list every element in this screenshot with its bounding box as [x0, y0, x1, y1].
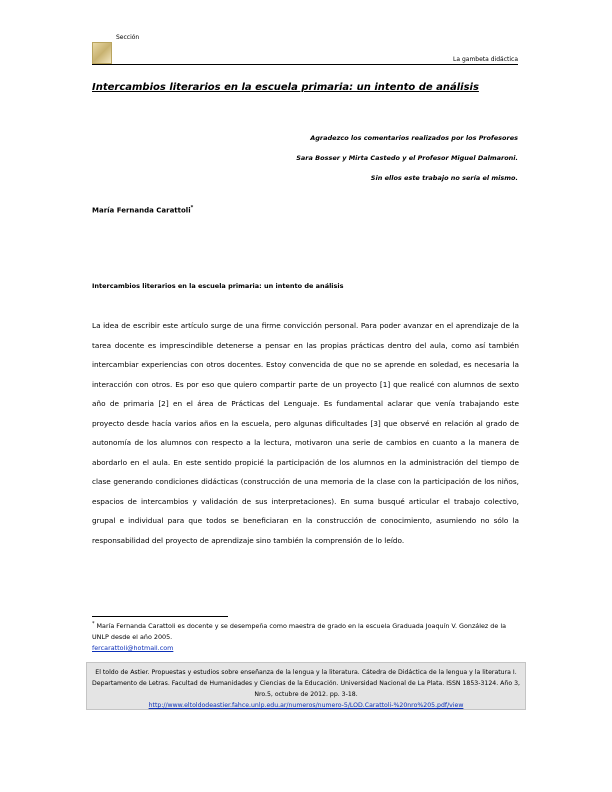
- author-name: María Fernanda Carattoli: [92, 206, 191, 215]
- body-paragraph: La idea de escribir este artículo surge de una firme convicción personal. Para poder avanzar en el aprendizaje de la tarea docente es imprescindible detenerse a pensar en las propias prácticas dentro del aula, como así también intercambiar experiencias con otros docentes. Estoy convencida de que no se aprende en soledad, es necesaria la interacción con otros. Es por eso que quiero compartir parte de un proyecto [1] que realicé con alumnos de sexto año de primaria [2] en el área de Prácticas del Lenguaje. Es fundamental aclarar que venía trabajando este proyecto desde hacía varios años en la escuela, pero algunas dificultades [3] que observé en relación al grado de autonomía de los alumnos con respecto a la lectura, motivaron una serie de cambios en cuanto a la manera de abordarlo en el aula. En este sentido propicié la participación de los alumnos en la administración del tiempo de clase generando condiciones didácticas (construcción de una memoria de la clase con la participación de los niños, espacios de intercambios y validación de sus interpretaciones). En suma busqué articular el trabajo colectivo, grupal e individual para que todos se beneficiaran en la construcción de conocimiento, asumiendo no sólo la responsabilidad del proyecto de aprendizaje sino también la comprensión de lo leído.: [92, 321, 519, 545]
- acknowledgement-line: Sin ellos este trabajo no sería el mismo.: [370, 174, 518, 182]
- section-heading: Intercambios literarios en la escuela primaria: un intento de análisis: [92, 282, 344, 290]
- citation-box: [86, 662, 526, 710]
- author-email-link[interactable]: fercarattoli@hotmail.com: [92, 644, 174, 653]
- citation-text: El toldo de Astier. Propuestas y estudios sobre enseñanza de la lengua y la literatura. Cátedra de Didáctica de la lengua y la literatura I. Departamento de Letras. Facultad de Humanidades y Ciencias de la Educación. Universidad Nacional de La Plata. ISSN 1853-3124. Año 3, Nro.5, octubre de 2012. pp. 3-18.: [92, 669, 520, 698]
- header-section-label: Sección: [116, 34, 140, 41]
- acknowledgement-line: Sara Bosser y Mirta Castedo y el Profesor Miguel Dalmaroni.: [296, 154, 518, 162]
- footnote: [92, 619, 519, 654]
- author-footnote-mark[interactable]: *: [190, 205, 194, 211]
- article-title: Intercambios literarios en la escuela primaria: un intento de análisis: [92, 82, 479, 93]
- citation-link[interactable]: http://www.eltoldodeastier.fahce.unlp.edu.ar/numeros/numero-5/LOD.Carattoli-%20nro%205.pdf/view: [148, 702, 464, 709]
- author-byline: [92, 205, 193, 214]
- footnote-text: María Fernanda Carattoli es docente y se desempeña como maestra de grado en la escuela Graduada Joaquín V. González de la UNLP desde el año 2005.: [92, 622, 507, 642]
- acknowledgement-line: Agradezco los comentarios realizados por los Profesores: [310, 134, 518, 142]
- footnote-divider: [92, 616, 228, 617]
- header-divider: [92, 64, 518, 65]
- acknowledgements: [188, 128, 518, 188]
- footnote-mark: *: [92, 621, 95, 627]
- header-section-title: La gambeta didáctica: [453, 56, 518, 63]
- journal-logo: [92, 42, 112, 64]
